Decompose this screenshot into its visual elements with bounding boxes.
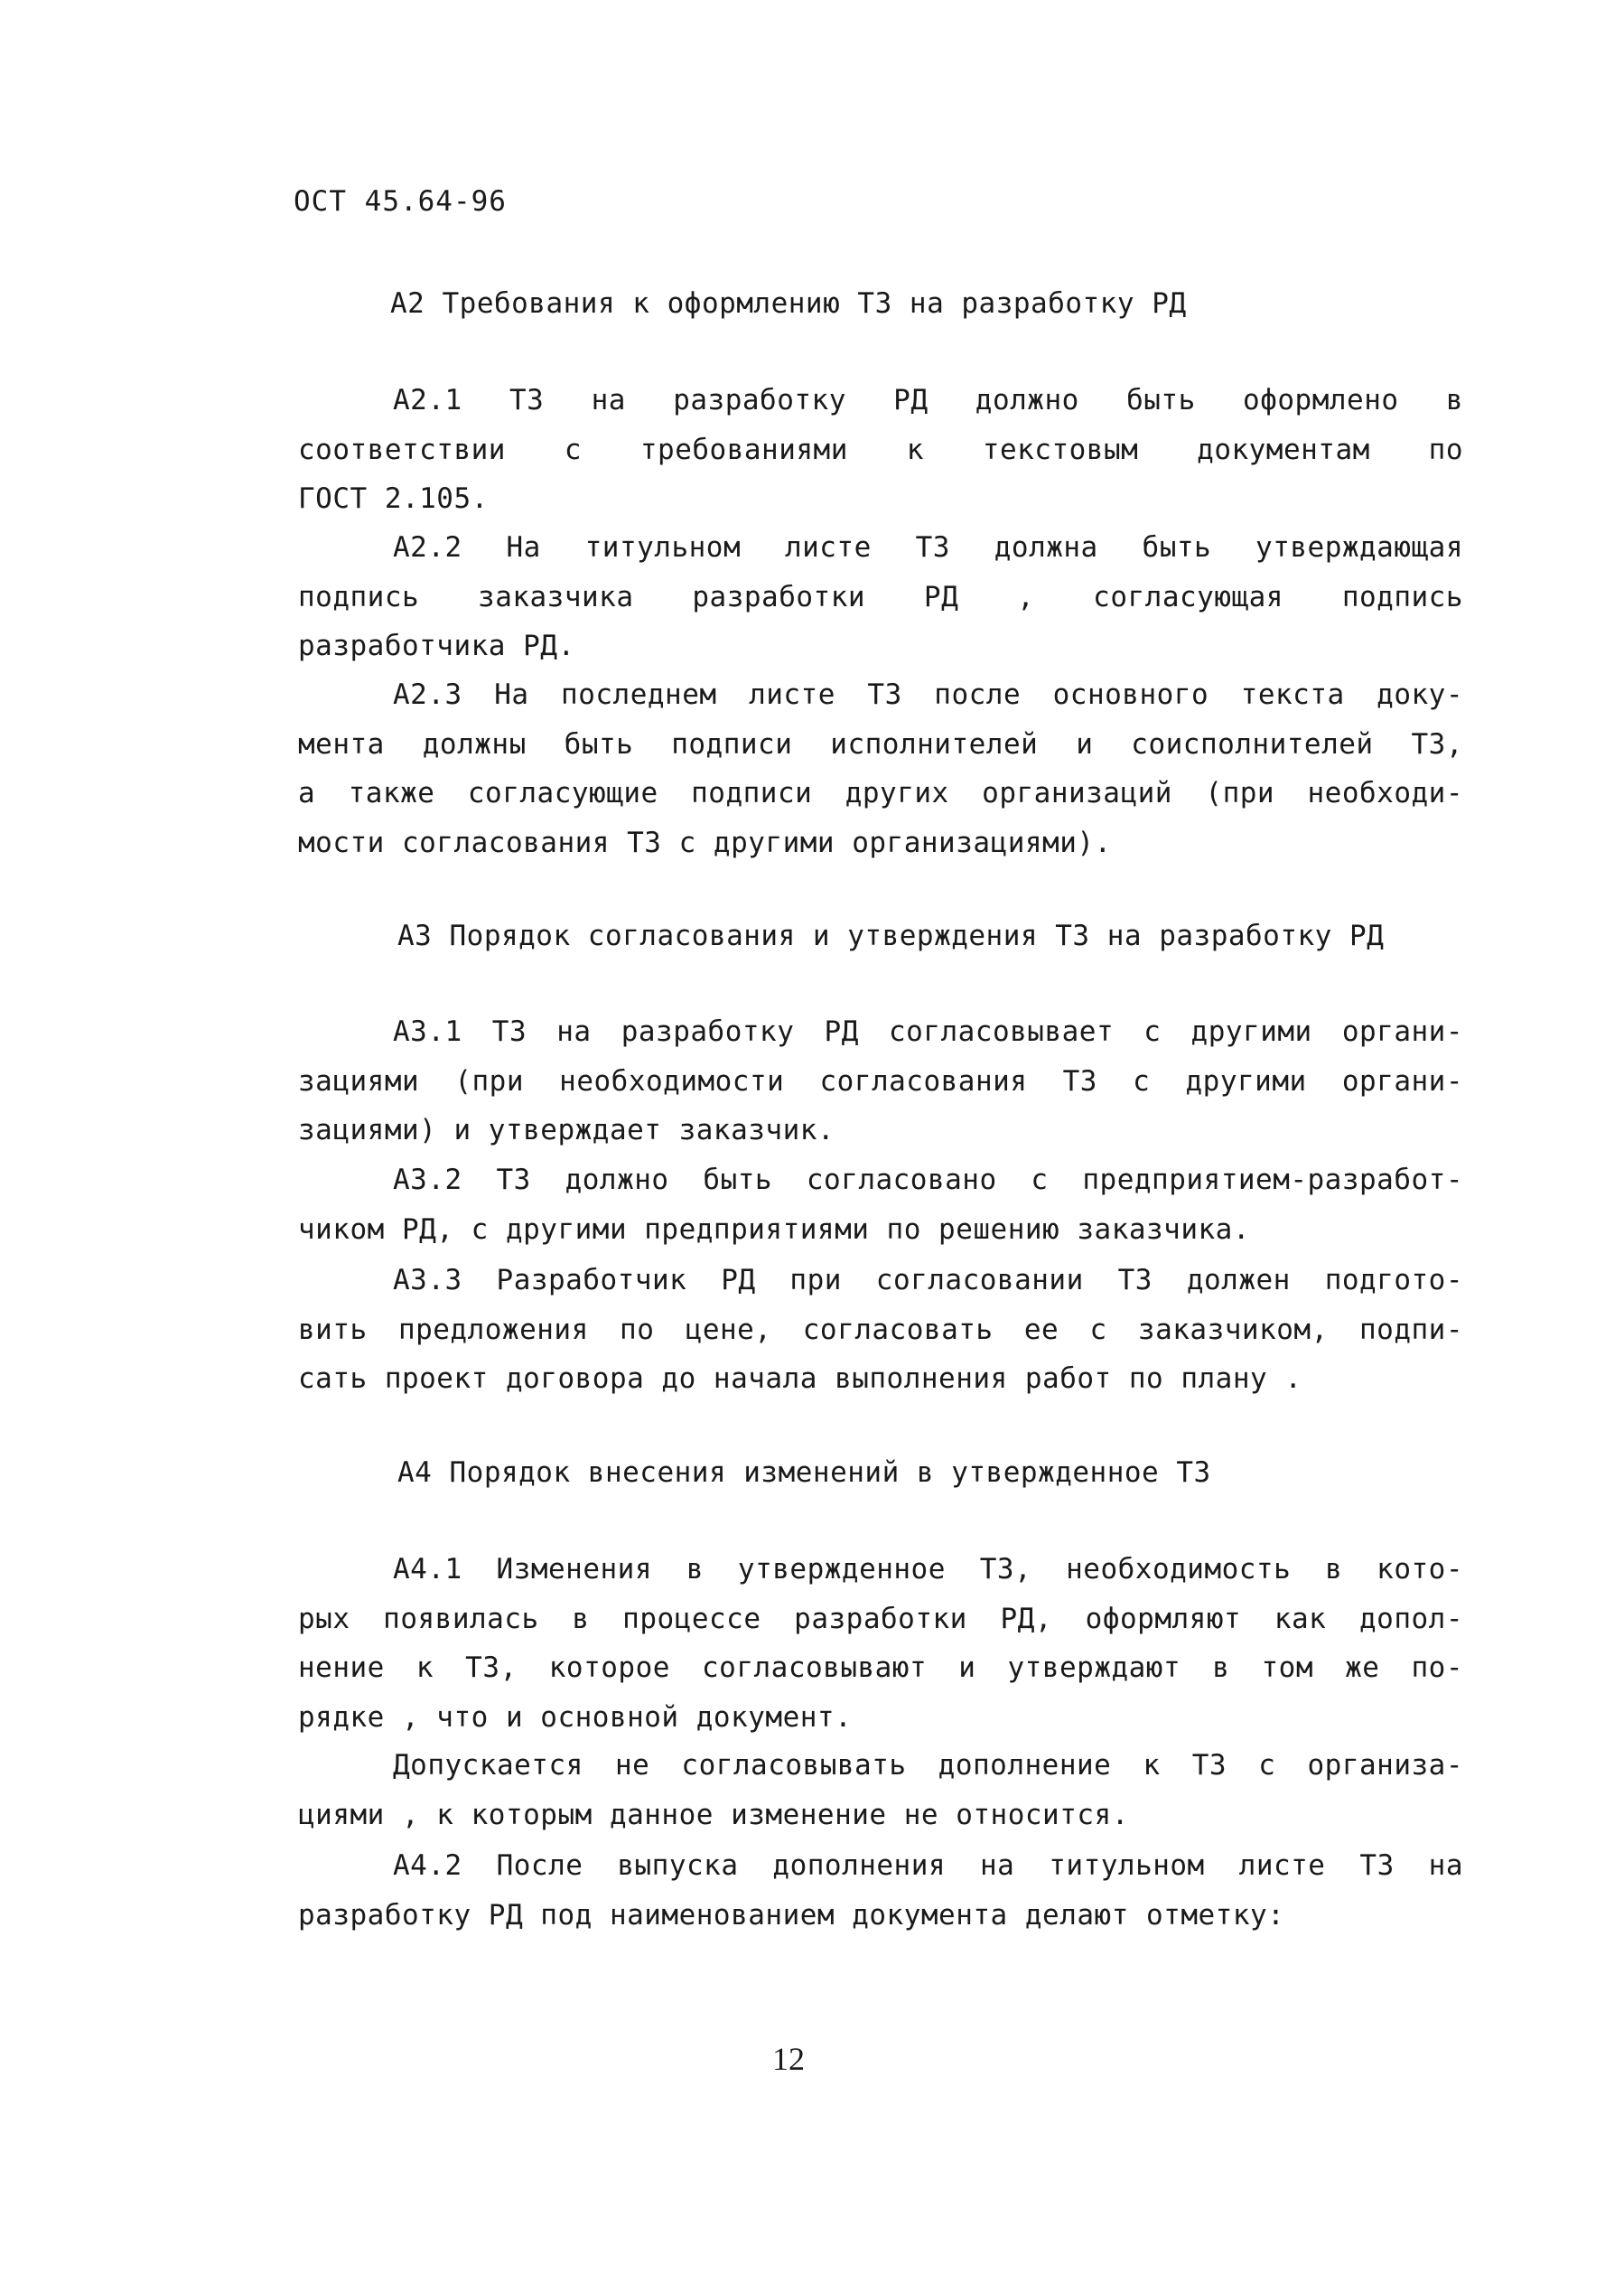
text-line: рядке , что и основной документ. — [298, 1700, 853, 1734]
page-number: 12 — [772, 2041, 805, 2077]
text-line: А3.3 Разработчик РД при согласовании ТЗ должен подгото- — [393, 1264, 1463, 1296]
paragraph-a3-2 — [298, 1155, 1463, 1254]
paragraph-a2-1 — [298, 376, 1463, 524]
paragraph-a4-2 — [298, 1741, 1463, 1839]
text-line: Допускается не согласовывать дополнение к ТЗ с организа- — [393, 1749, 1463, 1782]
text-line: разработчика РД. — [298, 630, 575, 662]
section-a2-title: А2 Требования к оформлению ТЗ на разработку РД — [390, 287, 1187, 320]
text-line: мости согласования ТЗ с другими организациями). — [298, 826, 1112, 859]
document-code: ОСТ 45.64-96 — [294, 185, 507, 218]
text-line: рых появилась в процессе разработки РД, оформляют как допол- — [298, 1602, 1463, 1635]
text-line: сать проект договора до начала выполнения работ по плану . — [298, 1362, 1302, 1395]
text-line: чиком РД, с другими предприятиями по решению заказчика. — [298, 1212, 1250, 1246]
paragraph-a3-1 — [298, 1007, 1463, 1155]
paragraph-a4-3 — [298, 1841, 1463, 1940]
text-line: А2.1 ТЗ на разработку РД должно быть оформлено в — [393, 384, 1463, 416]
text-line: нение к ТЗ, которое согласовывают и утверждают в том же по- — [298, 1651, 1463, 1684]
paragraph-a2-2 — [298, 523, 1463, 671]
section-a4-title: А4 Порядок внесения изменений в утвержденное ТЗ — [397, 1456, 1211, 1489]
text-line: разработку РД под наименованием документа делают отметку: — [298, 1898, 1285, 1932]
text-line: мента должны быть подписи исполнителей и соисполнителей ТЗ, — [298, 727, 1463, 761]
text-line: ГОСТ 2.105. — [298, 482, 489, 515]
text-line: зациями (при необходимости согласования ТЗ с другими органи- — [298, 1064, 1463, 1098]
text-line: а также согласующие подписи других организаций (при необходи- — [298, 777, 1463, 809]
paragraph-a4-1 — [298, 1545, 1463, 1742]
text-line: зациями) и утверждает заказчик. — [298, 1114, 835, 1146]
text-line: соответствии с требованиями к текстовым документам по — [298, 433, 1463, 466]
paragraph-a3-3 — [298, 1256, 1463, 1404]
text-line: вить предложения по цене, согласовать ее с заказчиком, подпи- — [298, 1313, 1463, 1346]
text-line: А3.2 ТЗ должно быть согласовано с предприятием-разработ- — [393, 1164, 1463, 1196]
text-line: А3.1 ТЗ на разработку РД согласовывает с другими органи- — [393, 1015, 1463, 1048]
text-line: А4.2 После выпуска дополнения на титульном листе ТЗ на — [393, 1849, 1463, 1882]
text-line: А2.2 На титульном листе ТЗ должна быть утверждающая — [393, 531, 1463, 564]
text-line: подпись заказчика разработки РД , согласующая подпись — [298, 580, 1463, 613]
text-line: А2.3 На последнем листе ТЗ после основного текста доку- — [393, 678, 1463, 711]
paragraph-a2-3 — [298, 670, 1463, 867]
text-line: циями , к которым данное изменение не относится. — [298, 1798, 1129, 1831]
section-a3-title: А3 Порядок согласования и утверждения ТЗ на разработку РД — [397, 920, 1385, 952]
text-line: А4.1 Изменения в утвержденное ТЗ, необходимость в кото- — [393, 1553, 1463, 1586]
